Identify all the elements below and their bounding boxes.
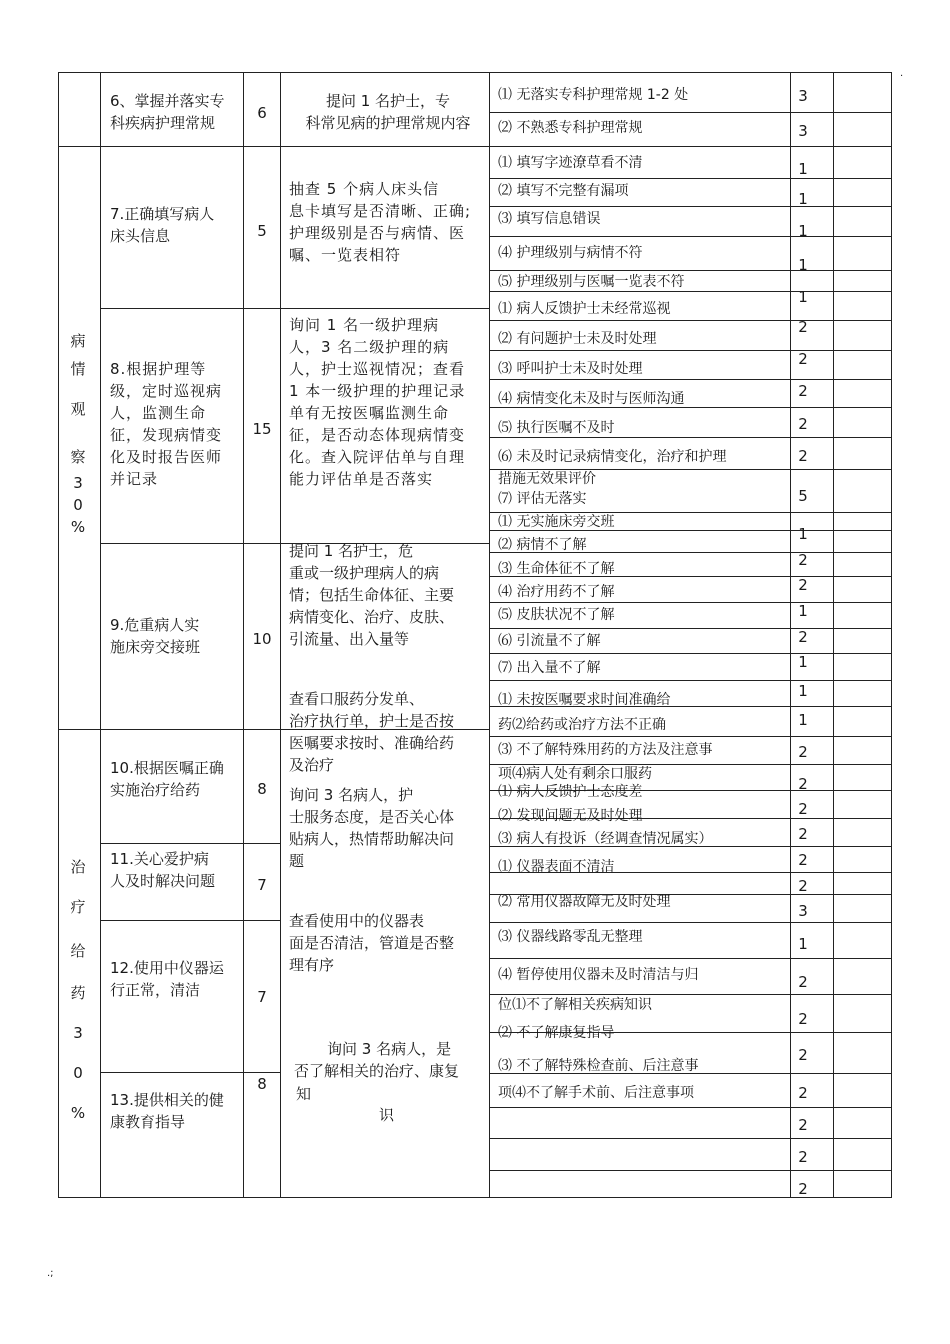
deduction-line: ⑵ 常用仪器故障无及时处理 bbox=[498, 894, 671, 910]
deduction-points: 1 bbox=[798, 288, 808, 306]
deduction-points: 3 bbox=[798, 902, 808, 920]
deduction-points: 2 bbox=[798, 318, 808, 336]
item-13-method-a: 询问 3 名病人，是 bbox=[327, 1040, 452, 1058]
deduction-line: ⑺ 出入量不了解 bbox=[498, 660, 601, 676]
deduction-points: 2 bbox=[798, 1180, 808, 1198]
item-7-method: 抽查 5 个病人床头信 息卡填写是否清晰、正确; 护理级别是否与病情、医 嘱、一览表相符 bbox=[289, 180, 472, 264]
item-8-name: 8.根据护理等 级，定时巡视病 人，监测生命 征，发现病情变 化及时报告医师 并记录 bbox=[110, 360, 223, 488]
deduction-points: 2 bbox=[798, 800, 808, 818]
deduction-points: 2 bbox=[798, 851, 808, 869]
deduction-points: 3 bbox=[798, 122, 808, 140]
item-7-name: 7.正确填写病人 床头信息 bbox=[110, 205, 215, 245]
item-13-score: 8 bbox=[257, 1075, 267, 1093]
deduction-line: ⑴ 填写字迹潦草看不清 bbox=[498, 155, 643, 171]
deduction-points: 2 bbox=[798, 628, 808, 646]
deduction-line: ⑸ 执行医嘱不及时 bbox=[498, 420, 615, 436]
item-12-score: 7 bbox=[257, 988, 267, 1006]
item-10-method: 查看口服药分发单、 治疗执行单，护士是否按 医嘱要求按时、准确给药 及治疗 bbox=[289, 690, 455, 774]
item-13-method-d: 识 bbox=[379, 1106, 395, 1124]
deduction-line: ⑵ 有问题护士未及时处理 bbox=[498, 331, 657, 347]
deduction-points: 2 bbox=[798, 973, 808, 991]
item-9-method: 提问 1 名护士，危 重或一级护理病人的病 情；包括生命体征、主要 病情变化、治疗、皮肤、 引流量、出入量等 bbox=[289, 542, 455, 648]
deduction-line: ⑶ 生命体征不了解 bbox=[498, 561, 615, 577]
item-10-name: 10.根据医嘱正确 实施治疗给药 bbox=[110, 759, 224, 799]
deduction-line: ⑷ 治疗用药不了解 bbox=[498, 584, 615, 600]
deduction-line: ⑴ 无实施床旁交班 bbox=[498, 514, 615, 530]
deduction-points: 2 bbox=[798, 1084, 808, 1102]
deduction-points: 1 bbox=[798, 935, 808, 953]
item-9-score: 10 bbox=[252, 630, 272, 648]
item-7-score: 5 bbox=[257, 222, 267, 240]
category-bingqing: 病 情 观 察 3 0 % bbox=[70, 332, 86, 536]
item-13-method-b: 否了解相关的治疗、康复 bbox=[294, 1062, 460, 1080]
deduction-line: ⑶ 仪器线路零乱无整理 bbox=[498, 929, 643, 945]
category-zhiliao: 治 疗 给 药 3 0 % bbox=[70, 858, 86, 1122]
deduction-line: ⑴ 未按医嘱要求时间准确给 bbox=[498, 692, 671, 708]
deduction-line: ⑴ 病人反馈护士未经常巡视 bbox=[498, 301, 671, 317]
deduction-points: 2 bbox=[798, 775, 808, 793]
deduction-points: 2 bbox=[798, 825, 808, 843]
deduction-points: 1 bbox=[798, 653, 808, 671]
deduction-points: 3 bbox=[798, 87, 808, 105]
deduction-line: ⑹ 未及时记录病情变化，治疗和护理 bbox=[498, 449, 727, 465]
item-11-score: 7 bbox=[257, 876, 267, 894]
deduction-points: 5 bbox=[798, 487, 808, 505]
deduction-points: 1 bbox=[798, 222, 808, 240]
deduction-points: 2 bbox=[798, 743, 808, 761]
item-13-method-c: 知 bbox=[296, 1085, 312, 1103]
item-13-name: 13.提供相关的健 康教育指导 bbox=[110, 1091, 224, 1131]
item-11-name: 11.关心爱护病 人及时解决问题 bbox=[110, 850, 216, 890]
deduction-points: 1 bbox=[798, 602, 808, 620]
item-10-score: 8 bbox=[257, 780, 267, 798]
deduction-points: 2 bbox=[798, 551, 808, 569]
deduction-points: 2 bbox=[798, 415, 808, 433]
deduction-points: 2 bbox=[798, 382, 808, 400]
deduction-line: ⑵ 发现问题无及时处理 bbox=[498, 808, 643, 824]
deduction-line: ⑶ 不了解特殊检查前、后注意事 bbox=[498, 1058, 699, 1074]
deduction-points: 2 bbox=[798, 1046, 808, 1064]
deduction-points: 1 bbox=[798, 256, 808, 274]
deduction-line: ⑷ 暂停使用仪器未及时清洁与归 bbox=[498, 967, 699, 983]
deduction-points: 1 bbox=[798, 190, 808, 208]
deduction-line: ⑺ 评估无落实 bbox=[498, 491, 587, 507]
deduction-points: 2 bbox=[798, 1010, 808, 1028]
deduction-points: 2 bbox=[798, 350, 808, 368]
item-8-score: 15 bbox=[252, 420, 272, 438]
deduction-points: 1 bbox=[798, 682, 808, 700]
deduction-line: ⑵ 病情不了解 bbox=[498, 537, 587, 553]
deduction-line: 位⑴不了解相关疾病知识 bbox=[498, 997, 652, 1013]
deduction-line: 项⑷不了解手术前、后注意事项 bbox=[498, 1085, 694, 1101]
deduction-line: ⑵ 不熟悉专科护理常规 bbox=[498, 120, 643, 136]
deduction-line: ⑹ 引流量不了解 bbox=[498, 633, 601, 649]
item-6-name: 6、掌握并落实专 科疾病护理常规 bbox=[110, 92, 225, 132]
item-6-method: 提问 1 名护士，专 科常见病的护理常规内容 bbox=[305, 92, 471, 132]
deduction-points: 2 bbox=[798, 576, 808, 594]
deduction-line: ⑵ 填写不完整有漏项 bbox=[498, 183, 629, 199]
deduction-line: ⑶ 呼叫护士未及时处理 bbox=[498, 361, 643, 377]
deduction-line: ⑷ 护理级别与病情不符 bbox=[498, 245, 643, 261]
deduction-points: 1 bbox=[798, 711, 808, 729]
deduction-line: 措施无效果评价 bbox=[498, 471, 596, 487]
item-8-method: 询问 1 名一级护理病 人，3 名二级护理的病 人，护士巡视情况；查看 1 本一级护理的护理记录 单有无按医嘱监测生命 征，是否动态体现病情变 化。查入院评估单与自理 能力评估单是否落实 bbox=[289, 316, 466, 488]
deduction-points: 2 bbox=[798, 877, 808, 895]
item-12-name: 12.使用中仪器运 行正常，清洁 bbox=[110, 959, 224, 999]
item-9-name: 9.危重病人实 施床旁交接班 bbox=[110, 616, 201, 656]
stray-dot-mark: . bbox=[900, 68, 904, 79]
deduction-line: 项⑷病人处有剩余口服药 bbox=[498, 766, 652, 782]
deduction-line: ⑵ 不了解康复指导 bbox=[498, 1025, 615, 1041]
deduction-line: ⑸ 护理级别与医嘱一览表不符 bbox=[498, 274, 685, 290]
deduction-points: 1 bbox=[798, 525, 808, 543]
item-12-method: 查看使用中的仪器表 面是否清洁，管道是否整 理有序 bbox=[289, 912, 455, 974]
deduction-points: 2 bbox=[798, 1148, 808, 1166]
deduction-line: ⑸ 皮肤状况不了解 bbox=[498, 607, 615, 623]
deduction-line: ⑷ 病情变化未及时与医师沟通 bbox=[498, 391, 685, 407]
deduction-line: ⑴ 仪器表面不清洁 bbox=[498, 859, 615, 875]
deduction-line: 药⑵给药或治疗方法不正确 bbox=[498, 717, 666, 733]
deduction-line: ⑶ 填写信息错误 bbox=[498, 211, 601, 227]
deduction-points: 2 bbox=[798, 1116, 808, 1134]
deduction-points: 2 bbox=[798, 447, 808, 465]
deduction-line: ⑶ 病人有投诉（经调查情况属实） bbox=[498, 831, 713, 847]
deduction-line: ⑴ 病人反馈护士态度差 bbox=[498, 784, 643, 800]
item-6-score: 6 bbox=[257, 104, 267, 122]
deduction-line: ⑶ 不了解特殊用药的方法及注意事 bbox=[498, 742, 713, 758]
deduction-points: 1 bbox=[798, 160, 808, 178]
deduction-line: ⑴ 无落实专科护理常规 1-2 处 bbox=[498, 87, 689, 103]
item-11-method: 询问 3 名病人，护 士服务态度，是否关心体 贴病人，热情帮助解决问 题 bbox=[289, 786, 455, 870]
stray-punct-mark: .; bbox=[47, 1268, 54, 1279]
